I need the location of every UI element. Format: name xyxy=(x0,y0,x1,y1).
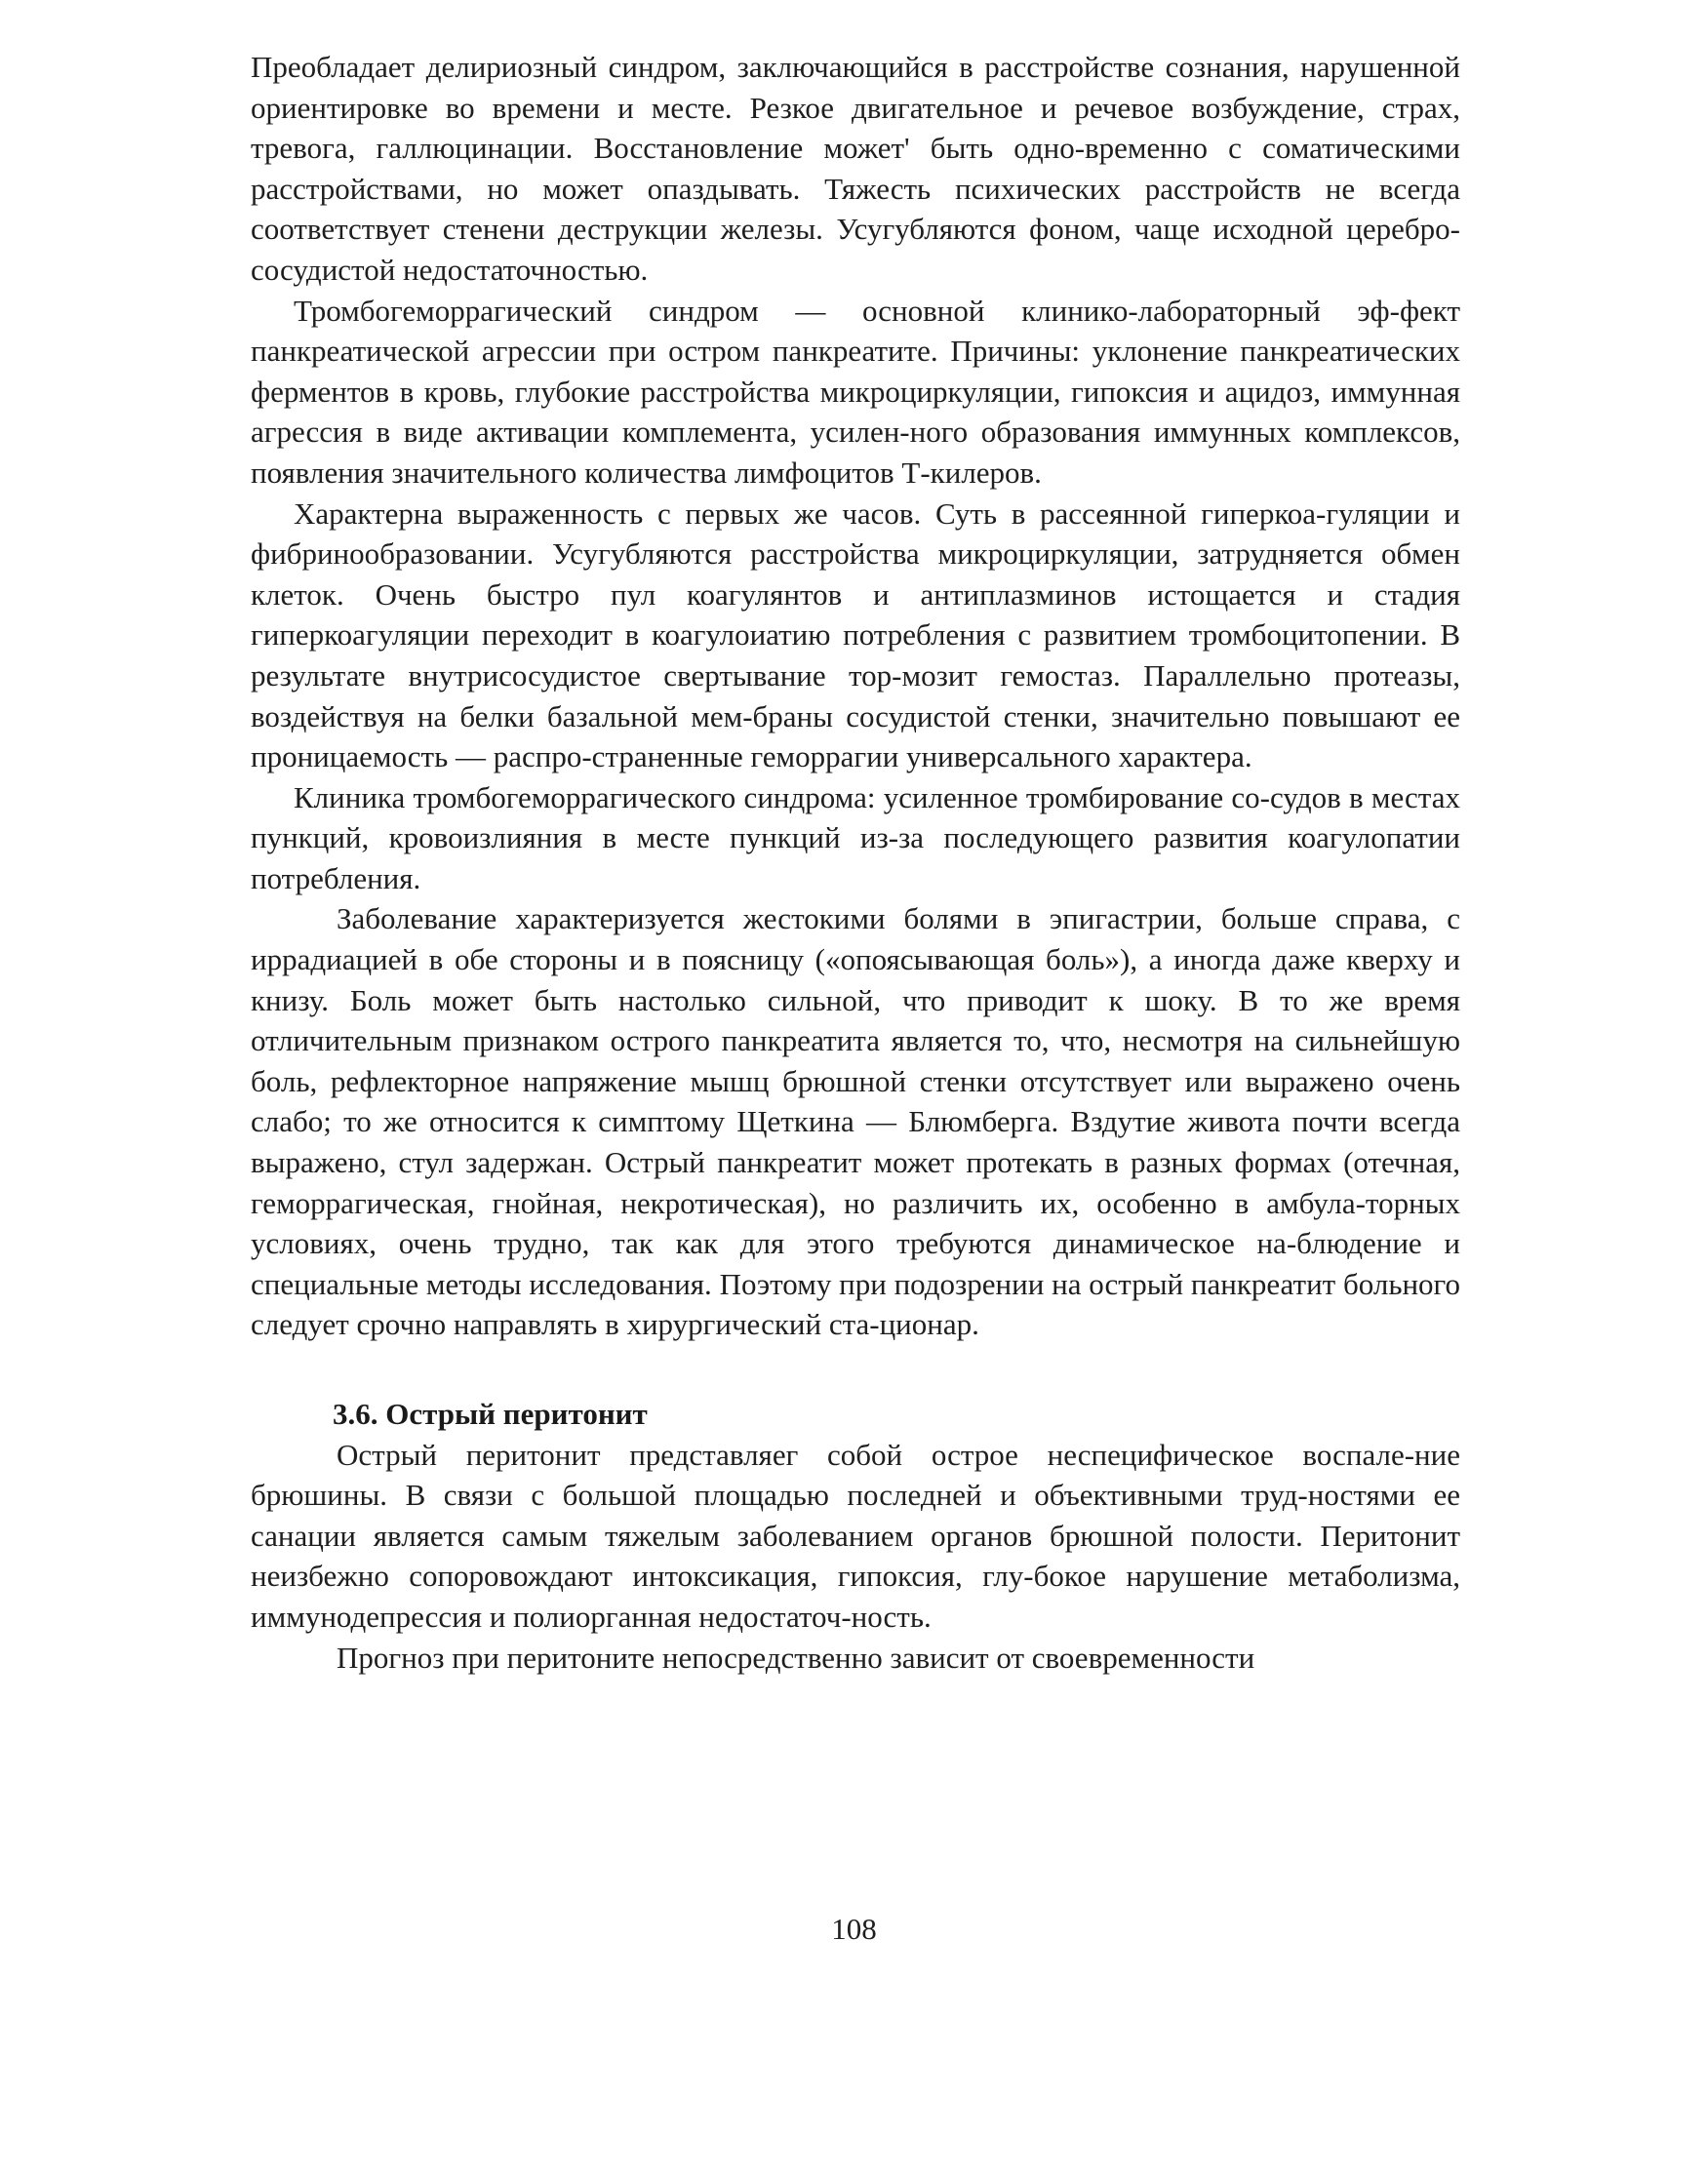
section-heading: 3.6. Острый перитонит xyxy=(333,1397,648,1431)
paragraph-clinic: Клиника тромбогеморрагического синдрома: усиленное тромбирование со-судов в местах пункций, кровоизлияния в месте пункций из-за последующего развития коагулопатии потребления. xyxy=(251,779,1460,895)
paragraph-thrombohemorrhagic-syndrome: Тромбогеморрагический синдром — основной клинико-лабораторный эф-фект панкреатической агрессии при остром панкреатите. Причины: уклонение панкреатических ферментов в кровь, глубокие расстройства микроциркуляции, гипоксия и ацидоз, иммунная агрессия в виде активации комплемента, усилен-ного образования иммунных комплексов, появления значительного количества лимфоцитов Т-килеров. xyxy=(251,293,1460,490)
page-number: 108 xyxy=(831,1912,877,1946)
body-text xyxy=(251,47,1460,1678)
paragraph-delirium: Преобладает делириозный синдром, заключающийся в расстройстве сознания, нарушенной ориентировке во времени и месте. Резкое двигательное и речевое возбуждение, страх, тревога, галлюцинации. Восстановление может' быть одно-временно с соматическими расстройствами, но может опаздывать. Тяжесть психических расстройств не всегда соответствует стенени деструкции железы. Усугубляются фоном, чаще исходной церебро-сосудистой недостаточностью. xyxy=(251,50,1460,287)
paragraph-hypercoagulation: Характерна выраженность с первых же часов. Суть в рассеянной гиперкоа-гуляции и фибринообразовании. Усугубляются расстройства микроциркуляции, затрудняется обмен клеток. Очень быстро пул коагулянтов и антиплазминов истощается и стадия гиперкоагуляции переходит в коагулоиатию потребления с развитием тромбоцитопении. В результате внутрисосудистое свертывание тор-мозит гемостаз. Параллельно протеазы, воздействуя на белки базальной мем-браны сосудистой стенки, значительно повышают ее проницаемость — распро-страненные геморрагии универсального характера. xyxy=(251,495,1460,774)
paragraph-prognosis: Прогноз при перитоните непосредственно зависит от своевременности xyxy=(337,1640,1255,1675)
paragraph-peritonitis-definition: Острый перитонит представляег собой острое неспецифическое воспале-ние брюшины. В связи с большой площадью последней и объективными труд-ностями ее санации является самым тяжелым заболеванием органов брюшной полости. Перитонит неизбежно сопоровождают интоксикация, гипоксия, глу-бокое нарушение метаболизма, иммунодепрессия и полиорганная недостаточ-ность. xyxy=(251,1437,1460,1634)
paragraph-pancreatitis-pain: Заболевание характеризуется жестокими болями в эпигастрии, больше справа, с иррадиацией в обе стороны и в поясницу («опоясывающая боль»), а иногда даже кверху и книзу. Боль может быть настолько сильной, что приводит к шоку. В то же время отличительным признаком острого панкреатита является то, что, несмотря на сильнейшую боль, рефлекторное напряжение мышц брюшной стенки отсутствует или выражено очень слабо; то же относится к симптому Щеткина — Блюмберга. Вздутие живота почти всегда выражено, стул задержан. Острый панкреатит может протекать в разных формах (отечная, геморрагическая, гнойная, некротическая), но различить их, особенно в амбула-торных условиях, очень трудно, так как для этого требуются динамическое на-блюдение и специальные методы исследования. Поэтому при подозрении на острый панкреатит больного следует срочно направлять в хирургический ста-ционар. xyxy=(251,901,1460,1342)
